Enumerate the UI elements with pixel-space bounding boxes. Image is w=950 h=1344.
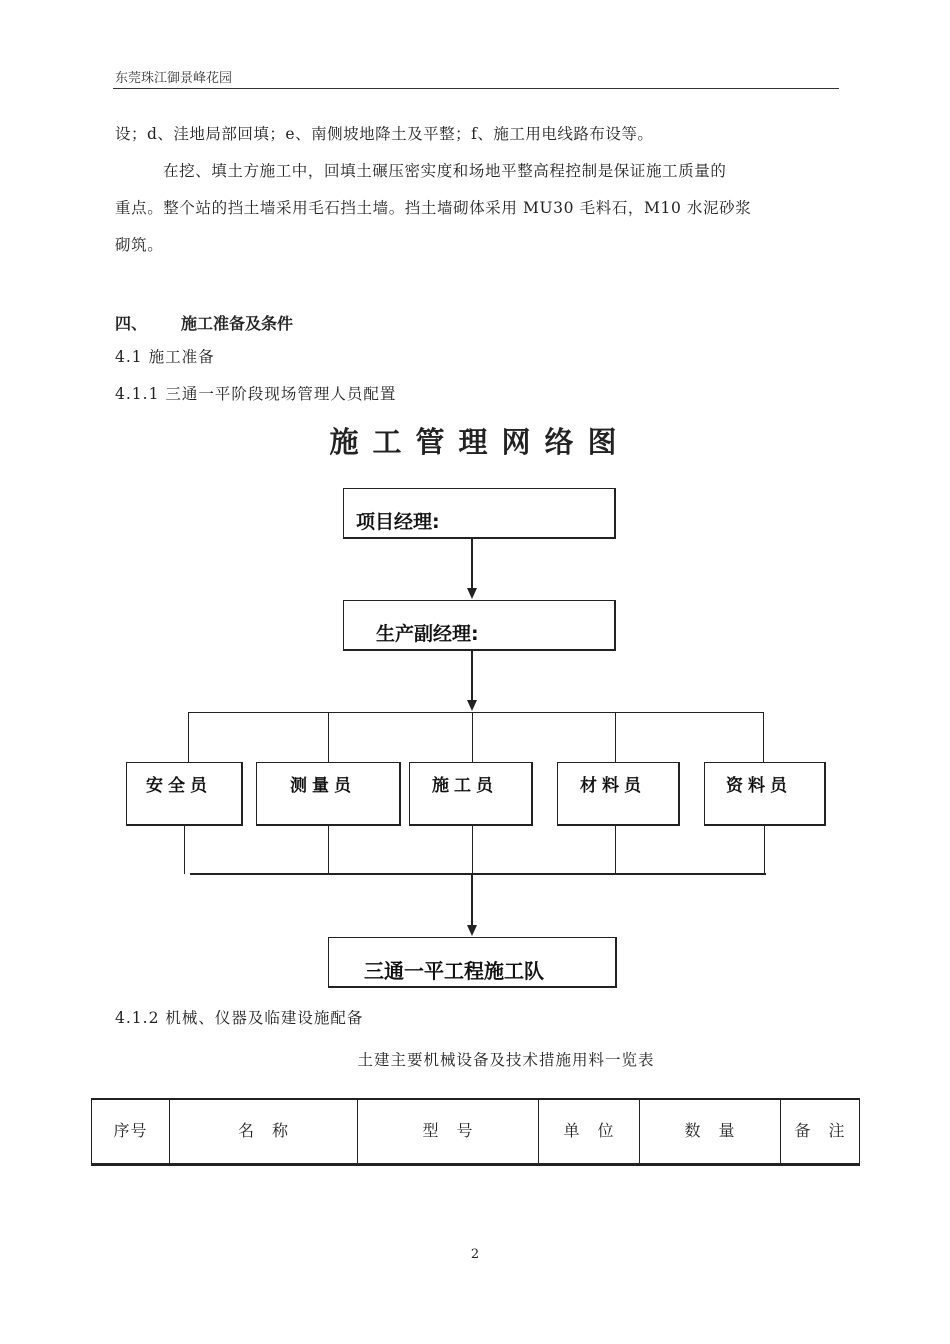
branch-drop-line — [615, 712, 616, 763]
branch-drop-line — [328, 712, 329, 763]
role-label-construction: 施工员 — [432, 776, 498, 796]
col-header-index: 序号 — [92, 1099, 170, 1165]
table-header-row — [92, 1099, 860, 1165]
connector-line — [471, 874, 473, 925]
equipment-table — [91, 1098, 860, 1166]
branch-drop-line — [472, 712, 473, 763]
branch-drop-line — [188, 712, 189, 763]
section-number: 四、 — [115, 314, 148, 333]
deputy-manager-label: 生产副经理: — [376, 623, 479, 645]
paragraph-line-4: 砌筑。 — [115, 236, 164, 254]
branch-drop-line — [763, 712, 764, 763]
header-divider — [113, 88, 839, 89]
col-header-remarks: 备 注 — [781, 1099, 860, 1165]
bottom-merge-line — [190, 873, 766, 875]
merge-rise-line — [184, 826, 185, 874]
role-label-materials: 材料员 — [580, 776, 646, 796]
subsection-4-1-1: 4.1.1 三通一平阶段现场管理人员配置 — [115, 385, 397, 403]
table-caption: 土建主要机械设备及技术措施用料一览表 — [357, 1051, 655, 1069]
merge-rise-line — [472, 826, 473, 874]
paragraph-line-1: 设；d、洼地局部回填；e、南侧坡地降土及平整；f、施工用电线路布设等。 — [115, 125, 654, 143]
col-header-name: 名 称 — [170, 1099, 358, 1165]
role-label-survey: 测量员 — [290, 776, 356, 796]
project-manager-label: 项目经理: — [356, 511, 440, 533]
subsection-4-1: 4.1 施工准备 — [115, 348, 215, 366]
merge-rise-line — [328, 826, 329, 874]
page-number: 2 — [470, 1247, 480, 1262]
org-chart-title: 施工管理网络图 — [329, 425, 631, 459]
top-branch-line — [188, 712, 764, 713]
paragraph-line-3: 重点。整个站的挡土墙采用毛石挡土墙。挡土墙砌体采用 MU30 毛料石，M10 水泥砂浆 — [115, 199, 752, 217]
arrow-down-icon — [467, 588, 477, 599]
section-heading — [115, 311, 293, 334]
col-header-unit: 单 位 — [539, 1099, 640, 1165]
document-header-title: 东莞珠江御景峰花园 — [115, 71, 233, 86]
subsection-4-1-2: 4.1.2 机械、仪器及临建设施配备 — [115, 1009, 364, 1027]
arrow-down-icon — [467, 925, 477, 936]
merge-rise-line — [764, 826, 765, 874]
connector-line — [471, 651, 473, 700]
role-label-documents: 资料员 — [726, 776, 792, 796]
team-label: 三通一平工程施工队 — [364, 959, 544, 983]
paragraph-line-2: 在挖、填土方施工中，回填土碾压密实度和场地平整高程控制是保证施工质量的 — [163, 162, 727, 180]
section-title: 施工准备及条件 — [181, 314, 294, 333]
arrow-down-icon — [467, 700, 477, 711]
col-header-model: 型 号 — [358, 1099, 539, 1165]
col-header-quantity: 数 量 — [640, 1099, 781, 1165]
connector-line — [471, 539, 473, 588]
merge-rise-line — [615, 826, 616, 874]
role-label-safety: 安全员 — [146, 776, 212, 796]
